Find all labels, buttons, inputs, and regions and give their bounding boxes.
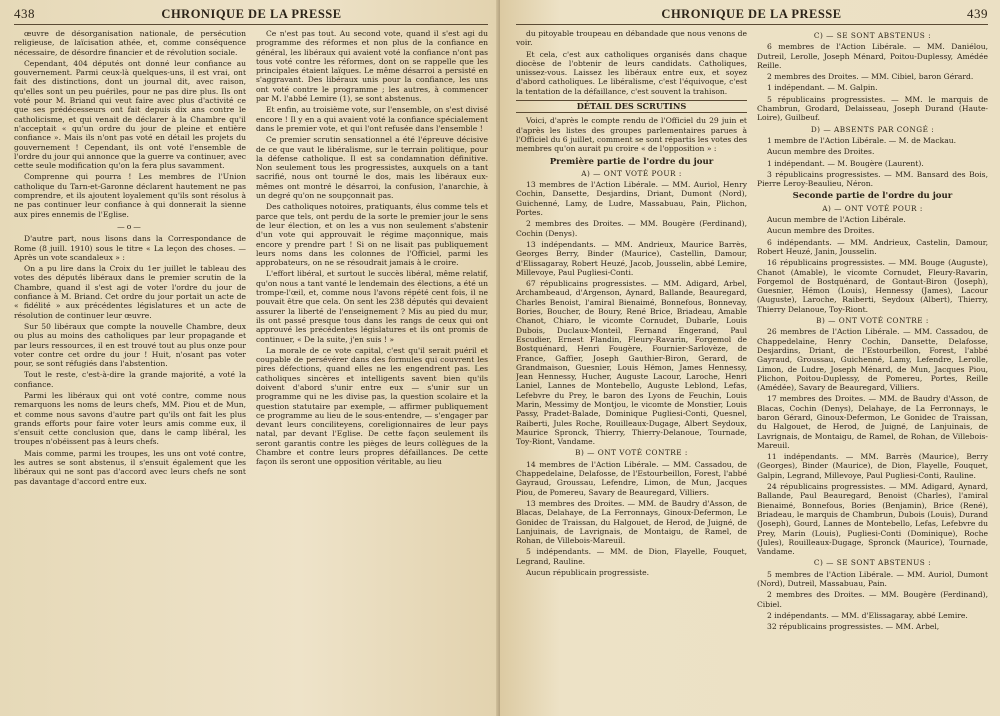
vote-heading: A) — ONT VOTÉ POUR : (581, 168, 682, 178)
left-running-title: CHRONIQUE DE LA PRESSE (161, 7, 342, 21)
vote-entry: 24 républicains progressistes. — MM. Adigard, Aynard, Ballande, Paul Beauregard, Benoist (Charles), l'amiral Bienaimé, Bonnefous, Bories (Benjamin), Brice (René), Briadeau, le marquis de Chambrun, Dubois (Louis), Durand (Joseph), Gourd, Lannes de Montebello, Lefas, Lefebvre du Prey, Marin (Louis), Pugliesi-Conti (Dominique), Roche (Jules), Rouilleaux-Dugage, Spronck (Maurice), Tournade, Vandame. (757, 482, 988, 557)
vote-entry: Aucun républicain progressiste. (526, 568, 650, 578)
vote-entry: 2 membres des Droites. — MM. Bougère (Ferdinand), Cibiel. (757, 590, 988, 609)
paragraph: Voici, d'après le compte rendu de l'Officiel du 29 juin et d'après les listes des groupes parlementaires parues à l'Officiel du 6 juillet, comment se sont répartis les votes des membres qu'on aurait pu croire « de l'opposition » : (516, 116, 747, 154)
right-column-1 (516, 29, 747, 699)
vote-entry: 1 membre de l'Action Libérale. — M. de Mackau. (767, 135, 957, 145)
vote-entry: 14 membres de l'Action Libérale. — MM. Cassadou, de Chappedelaine, Delafosse, de l'Estourbeillon, Forest, l'abbé Gayraud, Groussau, Lefendre, Limon, de Mun, Jacques Piou, de Pomereu, Savary de Beauregard, Villiers. (516, 459, 747, 497)
vote-entry: 13 membres de l'Action Libérale. — MM. Auriol, Henry Cochin, Dansette, Desjardins, Driant, Dumont (Nord), Guichenné, Lamy, de Ludre, Massabuau, Pain, Plichon, Portes. (516, 180, 747, 218)
vote-entry: 5 indépendants. — MM. de Dion, Flayelle, Fouquet, Legrand, Rauline. (516, 547, 747, 566)
left-page-header (14, 6, 488, 25)
vote-heading: B) — ONT VOTÉ CONTRE : (575, 448, 688, 458)
paragraph: Mais comme, parmi les troupes, les uns ont voté contre, les autres se sont abstenus, il s'ensuit également que les libéraux qui ne sont pas d'accord avec leurs chefs ne sont pas davantage d'accord entre eux. (14, 448, 246, 486)
right-running-title: CHRONIQUE DE LA PRESSE (661, 7, 842, 21)
paragraph: Des catholiques notoires, pratiquants, élus comme tels et parce que tels, ont perdu de la sorte le premier jour le sens de leur élection, et on les a vus non seulement s'abstenir d'un vote qui approuvait le régime maçonnique, mais encore y prendre part ! Si on ne lisait pas publiquement leurs noms dans les colonnes de l'Officiel, parmi les approbateurs, on ne se résoudrait jamais à le croire. (256, 202, 488, 268)
left-columns (14, 29, 488, 699)
vote-entry: 16 républicains progressistes. — MM. Bouge (Auguste), Chanot (Amable), le vicomte Cornudet, Fleury-Ravarin, Forgemol de Bostquénard, de Gontaut-Biron (Joseph), Guesnier, Hémon (Louis), Hennessy (James), Lacour (Auguste), Laroche, Raiberti, Seydoux (Albert), Thierry, Thierry Delanoue, Toy-Riont. (757, 258, 988, 314)
vote-heading: A) — ONT VOTÉ POUR : (822, 203, 923, 213)
right-page-header (516, 6, 988, 25)
vote-entry: Aucun membre des Droites. (767, 226, 875, 236)
vote-entry: 2 indépendants. — MM. d'Elissagaray, abbé Lemire. (767, 610, 968, 620)
vote-entry: 67 républicains progressistes. — MM. Adigard, Arbel, Archambeaud, d'Argenson, Aynard, Ballande, Beauregard, Charles Benoist, l'amiral Bienaimé, Bonnefous, Bonnevay, Bories, Boucher, de Boury, René Brice, Briadeau, Amable Chanot, Chiaro, le vicomte Cornudet, Dubarle, Louis Dubois, Duclaux-Monteil, Fernand Engerand, Paul Escudier, Ernest Flandin, Fleury-Ravarin, Forgemol de Bostquénard, Henri Fougère, Fournier-Sarlovèze, de France, Gaffier, Joseph Gauthier-Biron, Gerard, de Grandmaison, Guesnier, Louis Hémon, James Hennessy, Jean Hennessy, Hucher, Auguste Lacour, Laroche, Henri Laniel, Lannes de Montebello, Auguste Leblond, Lefas, Lefebvre du Prey, le baron des Lyons de Feuchin, Louis Marin, Messimy de Montjou, le vicomte de Monstier, Louis Passy, Pradet-Balade, Dominique Pugliesi-Conti, Quesnel, Raiberti, Jules Roche, Rouilleaux-Dugage, Albert Seydoux, Maurice Spronck, Thierry, Thierry-Delanoue, Tournade, Toy-Riont, Vandame. (516, 279, 747, 447)
right-column-2 (757, 29, 988, 699)
paragraph: La morale de ce vote capital, c'est qu'il serait puéril et coupable de persévérer dans des formules qui couvrent les pires défections, quand elles ne les engendrent pas. Les catholiques sincères et intelligents savent bien qu'ils doivent d'abord s'unir entre eux — s'unir sur un programme qui ne les divise pas, la question scolaire et la question statutaire par exemple, — affirmer publiquement ce programme au lieu de le sous-entendre, — s'engager par devant leurs conciliteyens, coreligionnaires de leur pays natal, par devant l'Eglise. De cette façon seulement ils seront garantis contre les pièges de leurs collègues de la Chambre et contre leurs propres défaillances. De cette façon ils seront une opposition véritable, au lieu (256, 345, 488, 467)
paragraph: Comprenne qui pourra ! Les membres de l'Union catholique du Tarn-et-Garonne déclarent hautement ne pas comprendre, et ils ajoutent loyalement qu'ils sont résolus à ne pas continuer leur confiance à qui donnerait la sienne aux pires ennemis de l'Eglise. (14, 172, 246, 219)
vote-entry: 5 républicains progressistes. — MM. le marquis de Chambrun, Grodard, Delaisseau, Joseph Durand (Haute-Loire), Guilbeuf. (757, 94, 988, 123)
vote-entry: 2 membres des Droites. — MM. Bougère (Ferdinand), Cochin (Denys). (516, 219, 747, 238)
paragraph: Et cela, c'est aux catholiques organisés dans chaque diocèse de l'obtenir de leurs candidats. Catholiques, unissez-vous. Laissez les libéraux entre eux, et soyez d'abord catholiques. Le libéralisme, c'est l'équivoque, c'est la tentation de la défaillance, c'est souvent la trahison. (516, 49, 747, 96)
section-title: DÉTAIL DES SCRUTINS (516, 100, 747, 113)
paragraph: œuvre de désorganisation nationale, de persécution religieuse, de laïcisation athée, et, comme conséquence nécessaire, de désordre financier et de révolution sociale. (14, 29, 246, 57)
paragraph: D'autre part, nous lisons dans la Correspondance de Rome (8 juill. 1910) sous le titre « La leçon des choses. — Après un vote scandaleux » : (14, 234, 246, 262)
paragraph: Cependant, 404 députés ont donné leur confiance au gouvernement. Parmi ceux-là quelques-uns, il est vrai, ont fait des distinctions, dont un journal dit, avec raison, qu'elles sont un peu puériles, pour ne pas dire plus. Ils ont voté pour M. Briand qui veut faire avec plus d'activité ce que ses prédécesseurs ont fait depuis dix ans contre le catholicisme, et qui venait de déclarer à la Chambre qu'il n'acceptait « qu'un ordre du jour de pleine et entière confiance ». Mais ils n'ont pas voté en détail les projets du gouvernement ! Cependant, ils ont voté l'ensemble de l'ordre du jour qui annonce que la guerre va continuer, avec cette seule modification qu'on la fera plus savamment. (14, 58, 246, 171)
vote-heading: C) — SE SONT ABSTENUS : (813, 558, 932, 568)
vote-entry: 2 membres des Droites. — MM. Cibiel, baron Gérard. (767, 72, 974, 82)
vote-entry: 11 indépendants. — MM. Barrès (Maurice), Berry (Georges), Binder (Maurice), de Dion, Flayelle, Fouquet, Galpin, Legrand, Millevoye, Paul Pugliesi-Conti, Rauline. (757, 452, 988, 480)
vote-entry: 26 membres de l'Action Libérale. — MM. Cassadou, de Chappedelaine, Henry Cochin, Dansette, Delafosse, Desjardins, Driant, de l'Estourbeillon, Forest, l'abbé Gayraud, Groussau, Guichenné, Lamy, Lefendre, Lerolle, Limon, de Ludre, Joseph Ménard, de Mun, Jacques Piou, Plichon, Poitou-Duplessy, de Pomereu, Portes, Reille (Amédée), Savary de Beauregard, Villiers. (757, 327, 988, 393)
vote-entry: Aucun membre de l'Action Libérale. (767, 215, 906, 225)
right-columns (516, 29, 988, 699)
vote-entry: 1 indépendant. — M. Bougère (Laurent). (767, 158, 924, 168)
right-page-number: 439 (966, 6, 988, 21)
paragraph: Tout le reste, c'est-à-dire la grande majorité, a voté la confiance. (14, 370, 246, 389)
vote-heading: D) — ABSENTS PAR CONGÉ : (810, 124, 935, 134)
left-page-number: 438 (14, 6, 35, 21)
paragraph: Ce n'est pas tout. Au second vote, quand il s'est agi du programme des réformes et non plus de la confiance en général, les libéraux qui avaient voté la confiance n'ont pas tous voté contre les réformes, dont on se rappelle que les principales étaient laïques. Le même désarroi a persisté en s'aggravant. Des libéraux unis pour la confiance, les uns ont voté contre le programme ; les autres, à commencer par M. l'abbé Lemire (1), se sont abstenus. (256, 29, 488, 104)
vote-entry: 1 indépendant. — M. Galpin. (767, 83, 878, 93)
vote-entry: 3 républicains progressistes. — MM. Bansard des Bois, Pierre Leroy-Beaulieu, Néron. (757, 169, 988, 189)
paragraph: du pitoyable troupeau en débandade que nous venons de voir. (516, 29, 747, 48)
vote-entry: 32 républicains progressistes. — MM. Arbel, (767, 622, 940, 632)
vote-entry: 6 membres de l'Action Libérale. — MM. Daniélou, Dutreil, Lerolle, Joseph Ménard, Poitou-Duplessy, Amédée Reille. (757, 42, 988, 70)
vote-entry: 13 membres des Droites. — MM. de Baudry d'Asson, de Blacas, Delahaye, de La Ferronnays, Ginoux-Defermon, Le Gonidec de Traissan, du Halgouet, de Herod, de Juigné, de Lanjuinais, de Lavrignais, de Montaigu, de Ramel, de Rohan, de Villebois-Mareuil. (516, 498, 747, 546)
paragraph: Parmi les libéraux qui ont voté contre, comme nous remarquons les noms de leurs chefs, MM. Piou et de Mun, et comme nous savons d'autre part qu'ils ont fait les plus grands efforts pour faire voter leurs amis comme eux, il s'ensuit cette conclusion que, dans le camp libéral, les troupes n'obéissent pas à leurs chefs. (14, 390, 246, 447)
vote-entry: Aucun membre des Droites. (767, 147, 875, 157)
paragraph: Ce premier scrutin sensationnel a été l'épreuve décisive de ce que vaut le libéralisme, sur le terrain politique, pour la défense catholique. Il est sa condamnation définitive. Non seulement tous les progressistes, auxquels on a tant sacrifié, nous ont tourné le dos, mais les libéraux eux-mêmes ont montré le désarroi, la confusion, l'anarchie, à un degré qu'on ne soupçonnait pas. (256, 135, 488, 201)
left-column-2 (256, 29, 488, 699)
vote-entry: 17 membres des Droites. — MM. de Baudry d'Asson, de Blacas, Cochin (Denys), Delahaye, de La Ferronnays, le baron Gérard, Ginoux-Defermon, Le Gonidec de Traissan, du Halgouet, de Herod, de Juigné, de Lanjuinais, de Lavrignais, de Montaigu, de Ramel, de Rohan, de Villebois-Mareuil. (757, 394, 988, 450)
vote-heading: B) — ONT VOTÉ CONTRE : (816, 316, 929, 326)
left-column-1 (14, 29, 246, 699)
paragraph: L'effort libéral, et surtout le succès libéral, même relatif, qu'on nous a tant vanté le lendemain des élections, a été un trompe-l'œil, et, comme nous l'avons répété cent fois, il ne pouvait être que cela. On sent les 238 députés qui devaient assurer la liberté de l'enseignement ? Mis au pied du mur, ils ont passé presque tous dans les rangs de ceux qui ont approuvé les précédentes législatures et ils ont promis de continuer, « De la suite, j'en suis ! » (256, 269, 488, 344)
paragraph: Et enfin, au troisième vote, sur l'ensemble, on s'est divisé encore ! Il y en a qui avaient voté la confiance spécialement dans le premier vote, et qui l'ont refusée dans l'ensemble ! (256, 105, 488, 133)
vote-heading: C) — SE SONT ABSTENUS : (813, 31, 932, 40)
paragraph: Sur 50 libéraux que compte la nouvelle Chambre, deux ou plus au moins des catholiques par leur propagande et par leurs ressources, il en est trouvé tout au plus onze pour voter contre cet ordre du jour ! Huit, n'osant pas voter pour, se sont réfugiés dans l'abstention. (14, 321, 246, 369)
paragraph: On a pu lire dans la Croix du 1er juillet le tableau des votes des députés libéraux dans le premier scrutin de la Chambre, quand il s'est agi de voter l'ordre du jour de confiance à M. Briand. Cet ordre du jour portait un acte de « fidélité » aux précédentes législatures et un acte de résolution de continuer leur œuvre. (14, 264, 246, 320)
vote-entry: 5 membres de l'Action Libérale. — MM. Auriol, Dumont (Nord), Dutreil, Massabuau, Pain. (757, 569, 988, 589)
part-2-title: Seconde partie de l'ordre du jour (792, 191, 953, 202)
section-separator: —o— (117, 221, 143, 231)
vote-entry: 13 indépendants. — MM. Andrieux, Maurice Barrès, Georges Berry, Binder (Maurice), Castellin, Damour, d'Elissagaray, Robert Heuzé, Jacob, Jousselin, abbé Lemire, Millevoye, Paul Pugliesi-Conti. (516, 239, 747, 277)
vote-entry: 6 indépendants. — MM. Andrieux, Castelin, Damour, Robert Heuzé, Janin, Jousselin. (757, 237, 988, 256)
right-page (500, 0, 1000, 716)
part-1-title: Première partie de l'ordre du jour (549, 156, 714, 167)
